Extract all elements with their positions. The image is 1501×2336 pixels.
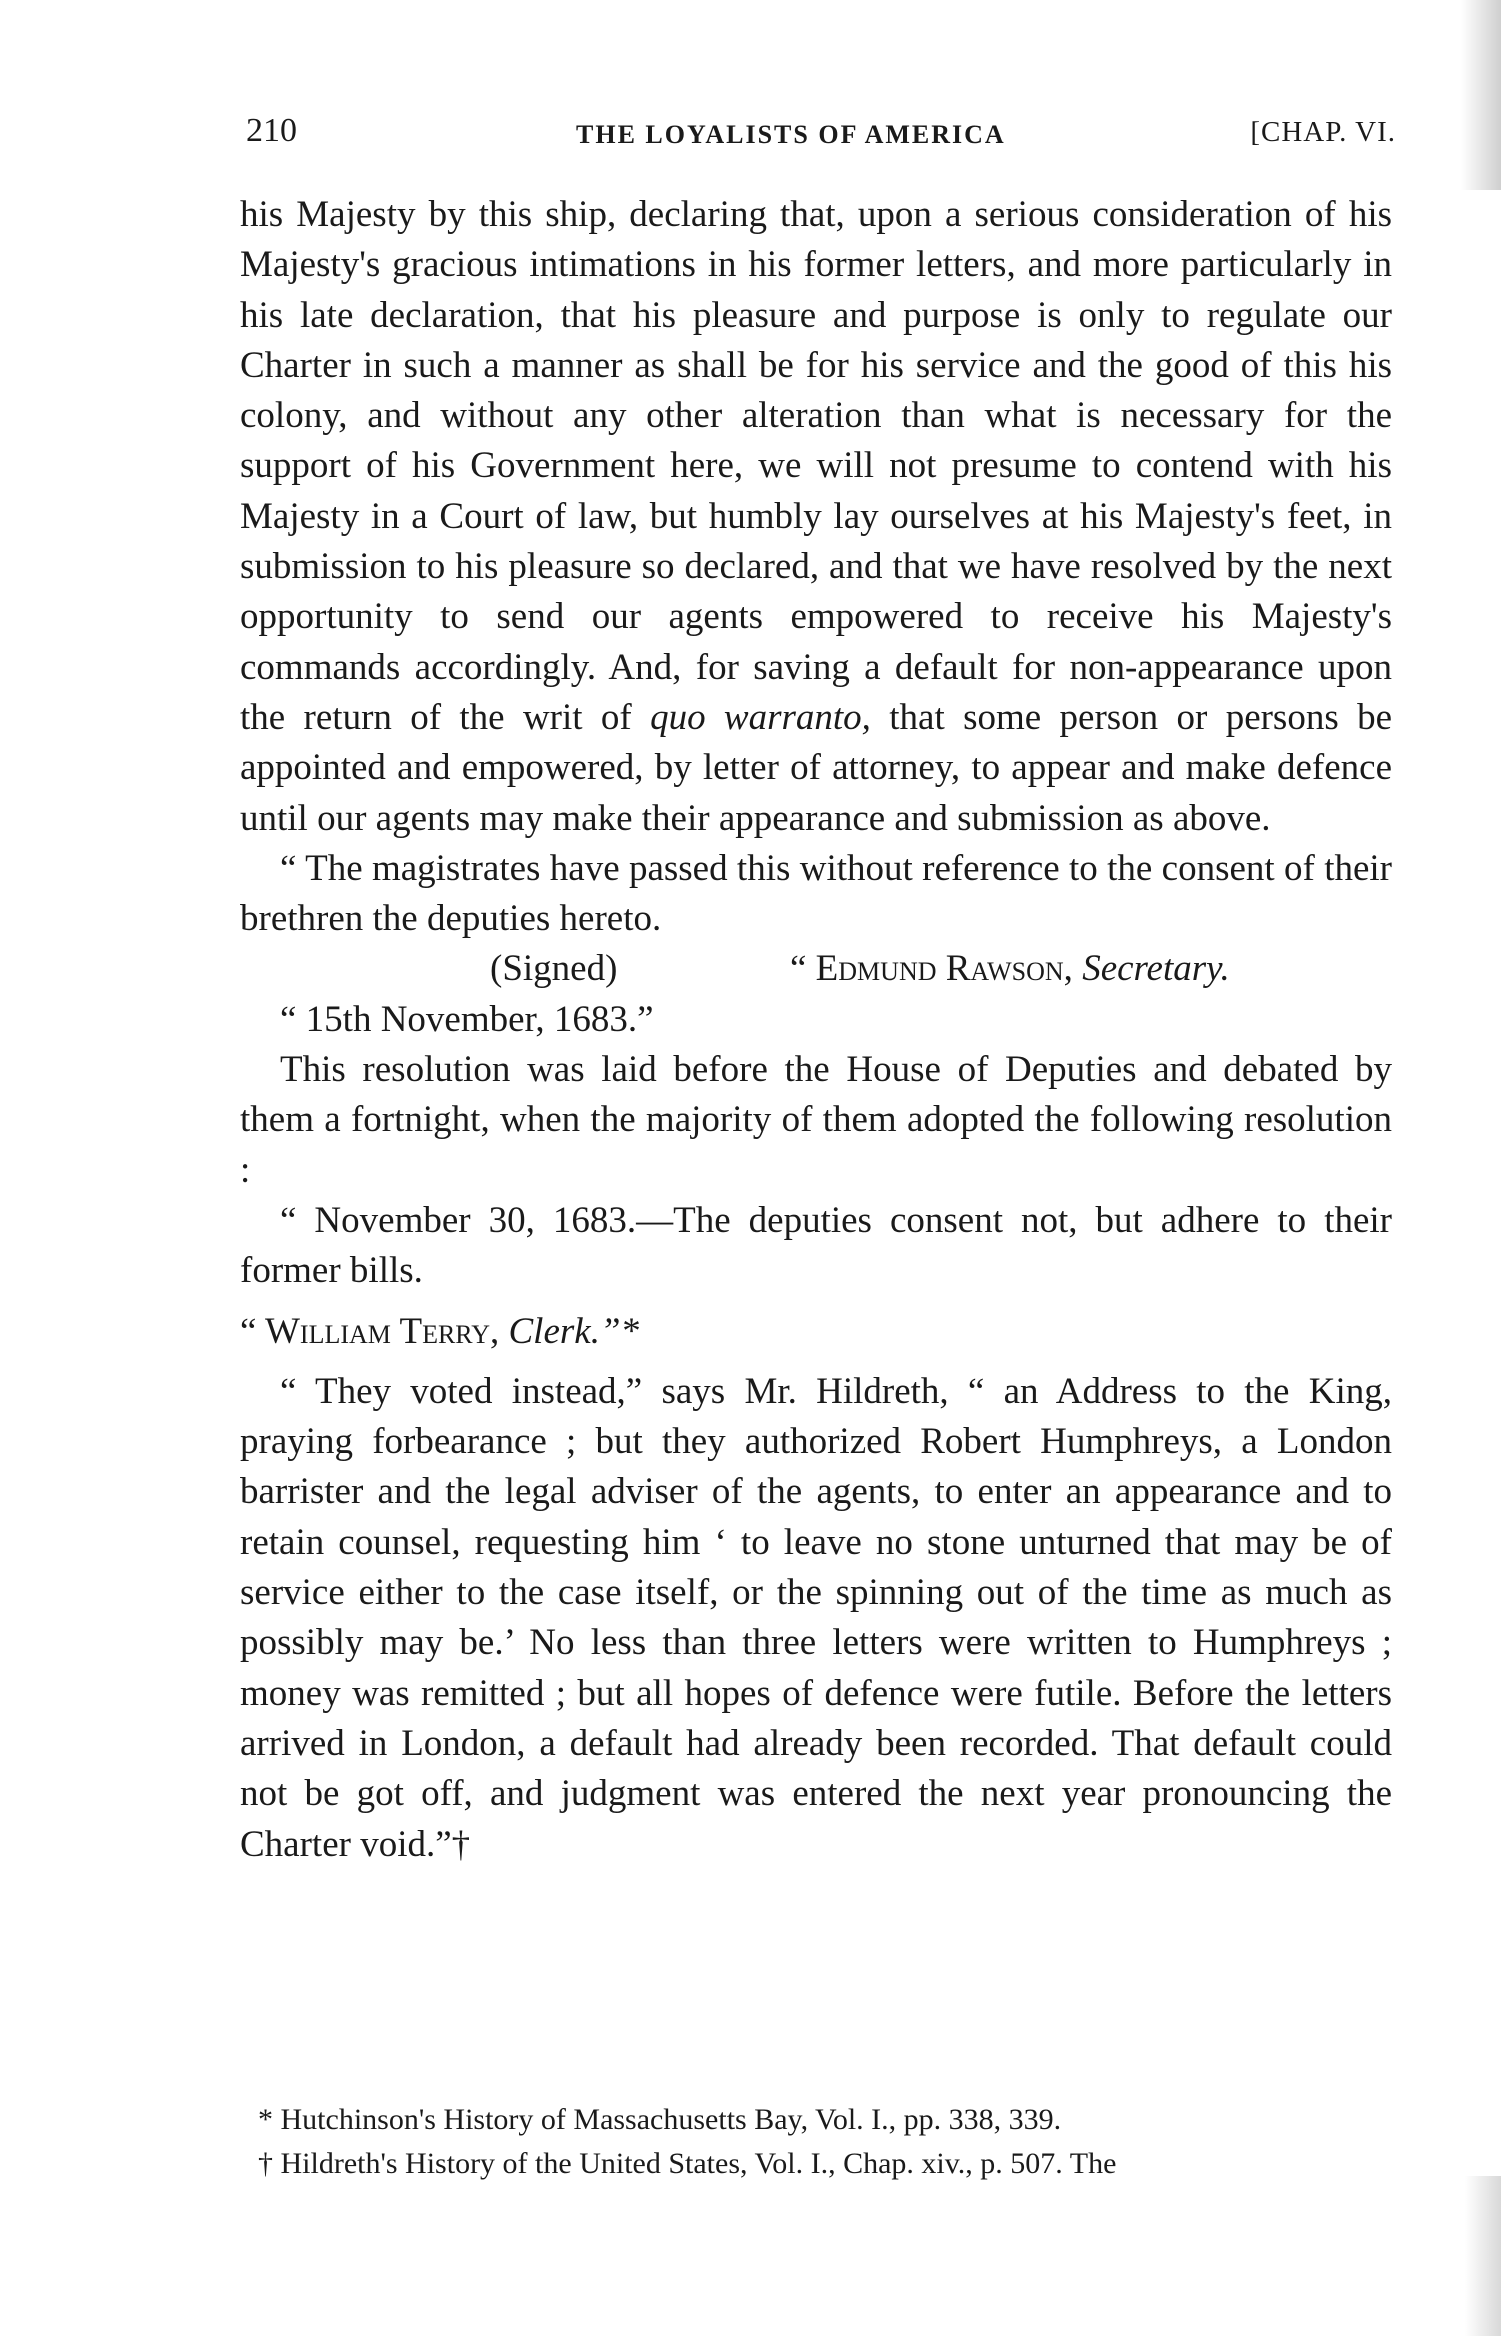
paragraph-submission [240,190,1392,844]
chapter-mark: [CHAP. VI. [1250,116,1396,148]
footnote-hutchinson: * Hutchinson's History of Massachusetts Bay, Vol. I., pp. 338, 339. [258,2103,1062,2136]
page-number: 210 [246,112,297,149]
paragraph-magistrates: “ The magistrates have passed this without reference to the consent of their brethren the deputies hereto. [240,847,1392,940]
page-edge-shadow-top [1461,0,1501,190]
paragraph-submission-text: his Majesty by this ship, declaring that, upon a serious consideration of his Majesty's gracious intimations in his former letters, and more particularly in his late declaration, that his pleasure and purpose is only to regulate our Charter in such a manner as shall be for his service and the good of this his colony, and without any other alteration than what is necessary for the support of his Government here, we will not presume to contend with his Majesty in a Court of law, but humbly lay ourselves at his Majesty's feet, in submission to his pleasure so declared, and that we have resolved by the next opportunity to send our agents empowered to receive his Majesty's commands accordingly. And, for saving a default for non-appearance upon the return of the writ of [240,194,1392,738]
signature-rawson [240,944,1392,994]
date-line: “ 15th November, 1683.” [280,998,654,1040]
running-title: THE LOYALISTS OF AMERICA [576,120,1006,149]
signature-terry [240,1307,1392,1357]
footnotes [258,2098,1393,2186]
signed-label: (Signed) [490,948,618,990]
body-text [240,190,1392,1870]
quo-warranto-italic: quo warranto, [650,696,871,738]
signer-rawson-name: “ Edmund Rawson, [790,948,1073,990]
signer-terry-role: Clerk.”* [508,1310,640,1352]
signer-rawson [790,944,1230,994]
signer-terry-name: “ William Terry, [240,1310,500,1352]
running-header [246,112,1396,162]
paragraph-submission-end: that some person or persons be appointed and empowered, by letter of attorney, to appear and make defence until our agents may make their appearance and submission as above. [240,696,1392,839]
footnote-hildreth: † Hildreth's History of the United States, Vol. I., Chap. xiv., p. 507. The [258,2147,1117,2180]
page-edge-shadow-bottom [1465,2176,1501,2336]
paragraph-deputies: “ November 30, 1683.—The deputies consent not, but adhere to their former bills. [240,1199,1392,1292]
paragraph-resolution: This resolution was laid before the House of Deputies and debated by them a fortnight, when the majority of them adopted the following resolution : [240,1049,1392,1191]
paragraph-hildreth-quote: “ They voted instead,” says Mr. Hildreth, “ an Address to the King, praying forbearance ; but they authorized Robert Humphreys, a London barrister and the legal adviser of the agents, to enter an appearance and to retain counsel, requesting him ‘ to leave no stone unturned that may be of service either to the case itself, or the spinning out of the time as much as possibly may be.’ No less than three letters were written to Humphreys ; money was remitted ; but all hopes of defence were futile. Before the letters arrived in London, a default had already been recorded. That default could not be got off, and judgment was entered the next year pronouncing the Charter void.”† [240,1370,1392,1865]
signer-rawson-role: Secretary. [1082,948,1230,990]
